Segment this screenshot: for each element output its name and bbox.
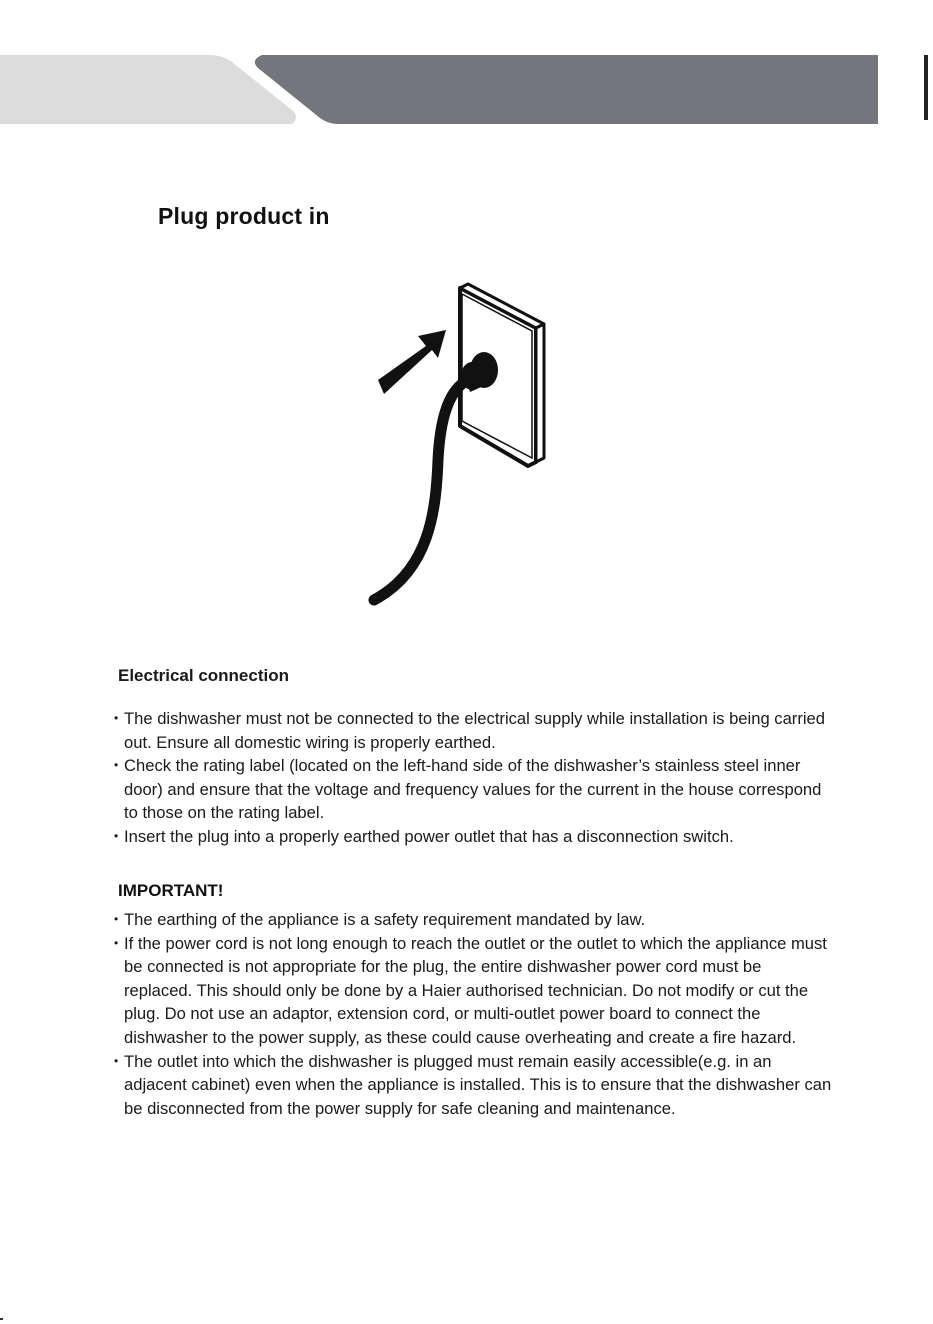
bullet-icon: • [114,711,119,725]
bullet-text: Insert the plug into a properly earthed power outlet that has a disconnection switch. [124,826,734,846]
bullet-text: The outlet into which the dishwasher is plugged must remain easily accessible(e.g. in an adjacent cabinet) even when the appliance is installed. This is to ensure that the dishwasher can be disconnected from the power supply for safe cleaning and maintenance. [124,1051,832,1118]
power-cord [374,380,468,600]
bullet-icon: • [114,935,119,950]
header-tab-light [0,55,296,124]
bullet-icon: • [114,828,119,843]
corner-mark [0,1318,3,1320]
list-item [114,825,834,849]
bullet-icon: • [114,912,119,926]
bullet-icon: • [114,1053,119,1068]
electrical-connection-heading: Electrical connection [118,666,289,685]
bullet-text: The dishwasher must not be connected to the electrical supply while installation is being carried out. Ensure all domestic wiring is properly earthed. [124,709,826,752]
list-item [114,908,834,932]
header-band [0,0,933,140]
section-title: Plug product in [158,203,330,229]
list-item [114,1050,834,1121]
bullet-text: Check the rating label (located on the left-hand side of the dishwasher’s stainless steel inner door) and ensure that the voltage and frequency values for the current in the house correspond to those on the rating label. [124,756,822,823]
list-item [114,707,834,754]
header-tab-dark [255,55,878,124]
important-bullet-list [114,908,834,1120]
electrical-bullet-list [114,707,834,849]
bullet-text: The earthing of the appliance is a safety requirement mandated by law. [124,910,646,929]
bullet-text: If the power cord is not long enough to reach the outlet or the outlet to which the appliance must be connected is not appropriate for the plug, the entire dishwasher power cord must be replaced. This should only be done by a Haier authorised technician. Do not modify or cut the plug. Do not use an adaptor, extension cord, or multi-outlet power board to connect the dishwasher to the power supply, as these could cause overheating and create a fire hazard. [124,933,827,1047]
list-item [114,932,834,1050]
insert-arrow-icon [378,330,446,394]
bullet-icon: • [114,758,119,773]
plug-into-wall-outlet-icon [360,280,560,610]
list-item [114,754,834,825]
page-edge-mark [924,55,928,120]
important-heading: IMPORTANT! [118,881,224,900]
